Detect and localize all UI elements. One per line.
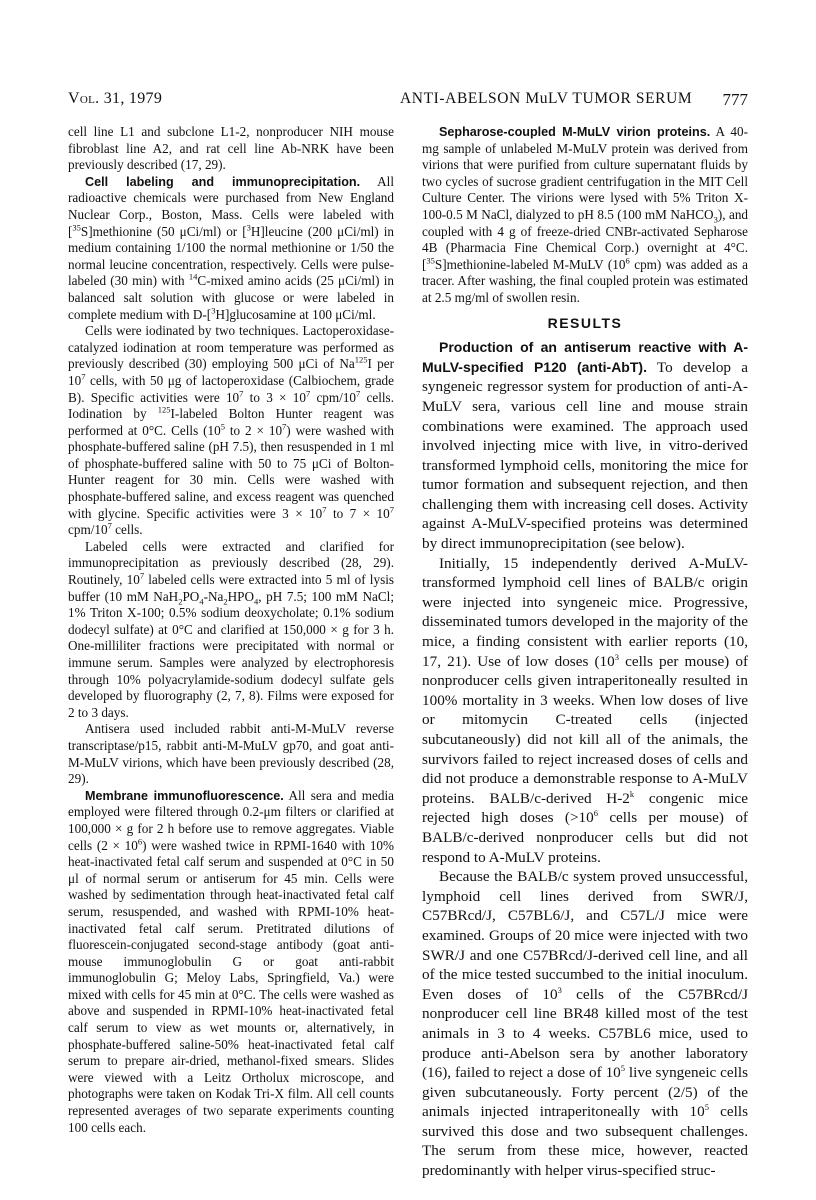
paragraph-iodination: Cells were iodinated by two techniques. Lactoperoxidase-catalyzed iodination at room temperature was performed as previously described (30) employing 500 μCi of Na$^{125}$I per $10^7$ cells, with 50 μg of lactoperoxidase (Calbiochem, grade B). Specific activities were $10^7$ to $3 \times 10^7$ cpm/$10^7$ cells. Iodination by $^{125}$I-labeled Bolton Hunter reagent was performed at 0°C. Cells ($10^5$ to $2 \times 10^7$) were washed with phosphate-buffered saline (pH 7.5), then resuspended in 1 ml of phosphate-buffered saline with 50 to 75 μCi of Bolton-Hunter reagent for 30 min. Cells were washed with phosphate-buffered saline, and excess reagent was quenched with glycine. Specific activities were $3 \times 10^7$ to $7 \times 10^7$ cpm/$10^7$ cells. xyxy=(68,323,395,538)
paragraph-antisera: Antisera used included rabbit anti-M-MuLV reverse transcriptase/p15, rabbit anti-M-MuLV gp70, and goat anti-M-MuLV virions, which have been previously described (28, 29). xyxy=(68,721,394,787)
section-heading-production: Production of an antiserum reactive with A-MuLV-specified P120 (anti-AbT). xyxy=(422,339,748,375)
running-header xyxy=(68,90,748,112)
left-column xyxy=(68,124,394,1136)
section-heading-cell-labeling: Cell labeling and immunoprecipitation. xyxy=(85,174,361,189)
paragraph-membrane-immunofluorescence: Membrane immunofluorescence. All sera and media employed were filtered through 0.2-μm filters or clarified at 100,000 × g for 2 h before use to remove aggregates. Viable cells $(2 \times 10^6)$ were washed twice in RPMI-1640 with 10% heat-inactivated fetal calf serum and suspended at 0°C in 50 μl of normal serum or antiserum for 45 min. Cells were washed by sedimentation through heat-inactivated fetal calf serum, resuspended, and washed with RPMI-10% heat-inactivated fetal calf serum. Pretitrated dilutions of fluorescein-conjugated second-stage antibody (goat anti-mouse immunoglobulin G or goat anti-rabbit immunoglobulin G; Meloy Labs, Springfield, Va.) were mixed with cells for 45 min at 0°C. The cells were washed as above and suspended in RPMI-10% heat-inactivated fetal calf serum to view as wet mounts or, alternatively, in phosphate-buffered saline-50% heat-inactivated fetal calf serum to prepare air-dried, methanol-fixed smears. Slides were viewed with a Leitz Ortholux microscope, and photographs were taken on Kodak Tri-X film. All cell counts represented averages of two separate experiments counting 100 cells each. xyxy=(68,787,395,1135)
page-number: 777 xyxy=(722,90,748,109)
journal-volume: Vol. 31, 1979 xyxy=(68,90,163,107)
paragraph-sepharose: Sepharose-coupled M-MuLV virion proteins. A 40-mg sample of unlabeled M-MuLV protein was derived from virions that were purified from culture supernatant fluids by two cycles of sucrose gradient centrifugation in the MIT Cell Culture Center. The virions were lysed with 5% Triton X-100-0.5 M NaCl, dialyzed to pH 8.5 (100 mM NaHCO$_3$), and coupled with 4 g of freeze-dried CNBr-activated Sepharose 4B (Pharmacia Fine Chemical Corp.) overnight at 4°C. [$^{35}$S]methionine-labeled M-MuLV ($10^6$ cpm) was added as a tracer. After washing, the final coupled protein was estimated at 2.5 mg/ml of swollen resin. xyxy=(422,124,749,305)
section-heading-membrane: Membrane immunofluorescence. xyxy=(85,788,284,803)
paragraph-because: Because the BALB/c system proved unsuccessful, lymphoid cell lines derived from SWR/J, C57BRcd/J, C57BL6/J, and C57L/J mice were examined. Groups of 20 mice were injected with two SWR/J and one C57BRcd/J-derived cell line, and all of the mice tested succumbed to the initial inoculum. Even doses of $10^3$ cells of the C57BRcd/J nonproducer cell line BR48 killed most of the test animals in 3 to 4 weeks. C57BL6 mice, used to produce anti-Abelson sera by another laboratory (16), failed to reject a dose of $10^5$ live syngeneic cells given subcutaneously. Forty percent (2/5) of the animals injected intraperitoneally with $10^5$ cells survived this dose and two subsequent challenges. The serum from these mice, however, reacted predominantly with helper virus-specified struc- xyxy=(422,868,748,1180)
paragraph-cell-lines: cell line L1 and subclone L1-2, nonproducer NIH mouse fibroblast line A2, and rat cell line Ab-NRK have been previously described (17, 29). xyxy=(68,124,394,173)
paragraph-production: Production of an antiserum reactive with A-MuLV-specified P120 (anti-AbT). To develop a syngeneic regressor system for production of anti-A-MuLV sera, various cell line and mouse strain combinations were examined. The approach used involved injecting mice with live, in vitro-derived transformed lymphoid cells, monitoring the mice for tumor formation and subsequent rejection, and then challenging them with increasing cell doses. Activity against A-MuLV-specified proteins was determined by direct immunoprecipitation (see below). xyxy=(422,339,748,553)
running-title: ANTI-ABELSON MuLV TUMOR SERUM xyxy=(400,90,693,107)
paragraph-initially: Initially, 15 independently derived A-MuLV-transformed lymphoid cell lines of BALB/c origin were injected into syngeneic mice. Progressive, disseminated tumors developed in the majority of the mice, a finding consistent with earlier reports (10, 17, 21). Use of low doses ($10^3$ cells per mouse) of nonproducer cells given intraperitoneally resulted in 100% mortality in 3 weeks. When low doses of live or mitomycin C-treated cells (injected subcutaneously) did not kill all of the animals, the survivors failed to reject increased doses of cells and did not produce a demonstrable response to A-MuLV proteins. BALB/c-derived H-2$^k$ congenic mice rejected high doses ($>10^6$ cells per mouse) of BALB/c-derived nonproducer cells but did not respond to A-MuLV proteins. xyxy=(422,554,749,866)
paragraph-extraction: Labeled cells were extracted and clarified for immunoprecipitation as previously described (28, 29). Routinely, $10^7$ labeled cells were extracted into 5 ml of lysis buffer (10 mM $NaH_2PO_4-Na_2HPO_4$, pH 7.5; 100 mM NaCl; 1% Triton X-100; 0.5% sodium deoxycholate; 0.1% sodium dodecyl sulfate) at 0°C and clarified at 150,000 × g for 3 h. One-milliliter fractions were precipitated with normal or immune serum. Samples were analyzed by electrophoresis through 10% polyacrylamide-sodium dodecyl sulfate gels developed by fluorography (2, 7, 8). Films were exposed for 2 to 3 days. xyxy=(68,538,394,720)
paragraph-cell-labeling: Cell labeling and immunoprecipitation. All radioactive chemicals were purchased from New England Nuclear Corp., Boston, Mass. Cells were labeled with [$^{35}$S]methionine (50 μCi/ml) or [$^3$H]leucine (200 μCi/ml) in medium containing 1/100 the normal methionine or 1/50 the normal leucine concentration, respectively. Cells were pulse-labeled (30 min) with $^{14}$C-mixed amino acids (25 μCi/ml) in balanced salt solution with glucose or were labeled in complete medium with D-[$^3$H]glucosamine at 100 μCi/ml. xyxy=(68,173,395,322)
right-column xyxy=(422,124,748,1181)
results-heading: RESULTS xyxy=(547,314,623,331)
section-heading-sepharose: Sepharose-coupled M-MuLV virion proteins. xyxy=(439,125,711,139)
